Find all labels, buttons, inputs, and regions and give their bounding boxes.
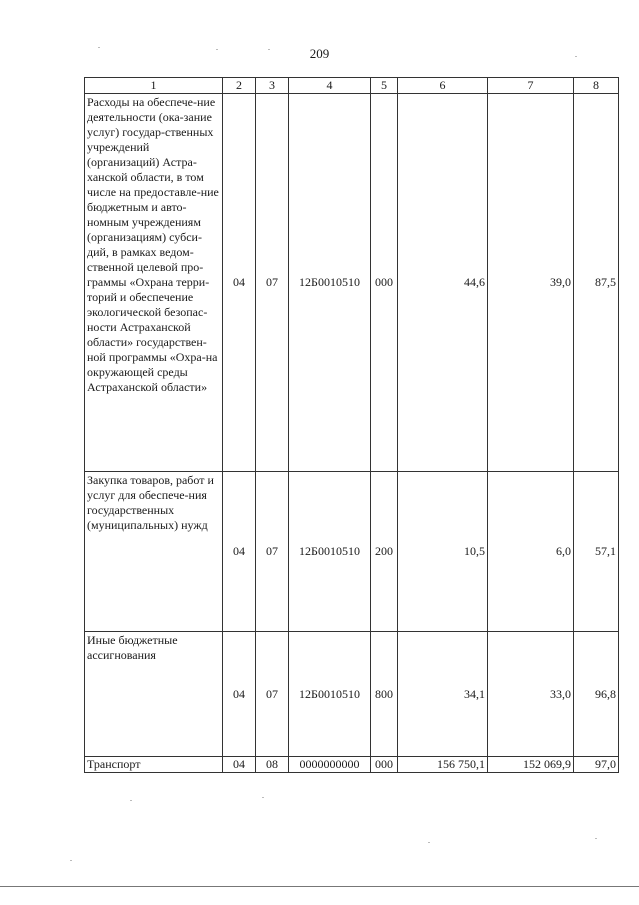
value-col-6: 10,5 [398,472,488,632]
subsection-code: 07 [256,632,289,757]
section-code: 04 [223,472,256,632]
value-col-7: 152 069,9 [488,757,574,773]
value-col-8: 97,0 [574,757,619,773]
expense-type-code: 200 [371,472,398,632]
row-name: Иные бюджетные ассигнования [85,632,223,757]
value-col-6: 34,1 [398,632,488,757]
subsection-code: 07 [256,94,289,472]
value-col-6: 44,6 [398,94,488,472]
value-col-7: 39,0 [488,94,574,472]
target-article-code: 12Б0010510 [289,472,371,632]
expense-type-code: 000 [371,94,398,472]
row-name: Транспорт [85,757,223,773]
scan-speck [70,860,72,861]
subsection-code: 07 [256,472,289,632]
subsection-code: 08 [256,757,289,773]
scan-speck [98,47,100,48]
value-col-7: 6,0 [488,472,574,632]
value-col-7: 33,0 [488,632,574,757]
target-article-code: 12Б0010510 [289,632,371,757]
column-header: 4 [289,78,371,94]
expense-type-code: 800 [371,632,398,757]
target-article-code: 0000000000 [289,757,371,773]
row-name: Расходы на обеспече-ние деятельности (ока-зание услуг) государ-ственных учреждений (организаций) Астра-ханской области, в том числе на предоставле-ние бюджетным и авто-номным учреждениям (организациям) субси-дий, в рамках ведом-ственной целевой про-граммы «Охрана терри-торий и обеспечение экологической безопас-ности Астраханской области» государствен-ной программы «Охра-на окружающей среды Астраханской области» [85,94,223,472]
page-number: 209 [309,46,330,61]
value-col-8: 96,8 [574,632,619,757]
value-col-6: 156 750,1 [398,757,488,773]
column-header: 5 [371,78,398,94]
scan-speck [130,800,132,801]
column-header: 6 [398,78,488,94]
scan-speck [575,56,577,57]
table-row [85,94,619,472]
table-row [85,472,619,632]
expense-type-code: 000 [371,757,398,773]
column-header: 7 [488,78,574,94]
section-code: 04 [223,757,256,773]
bottom-rule [0,886,639,887]
value-col-8: 87,5 [574,94,619,472]
scan-speck [262,797,264,798]
table-row [85,632,619,757]
section-code: 04 [223,94,256,472]
column-header: 3 [256,78,289,94]
budget-table [84,77,619,773]
section-code: 04 [223,632,256,757]
table-row [85,757,619,773]
scan-speck [268,49,270,50]
value-col-8: 57,1 [574,472,619,632]
table-header-row [85,78,619,94]
column-header: 2 [223,78,256,94]
scan-speck [428,842,430,843]
scan-speck [216,49,218,50]
column-header: 8 [574,78,619,94]
target-article-code: 12Б0010510 [289,94,371,472]
scan-speck [595,838,597,839]
column-header: 1 [85,78,223,94]
row-name: Закупка товаров, работ и услуг для обеспече-ния государственных (муниципальных) нужд [85,472,223,632]
